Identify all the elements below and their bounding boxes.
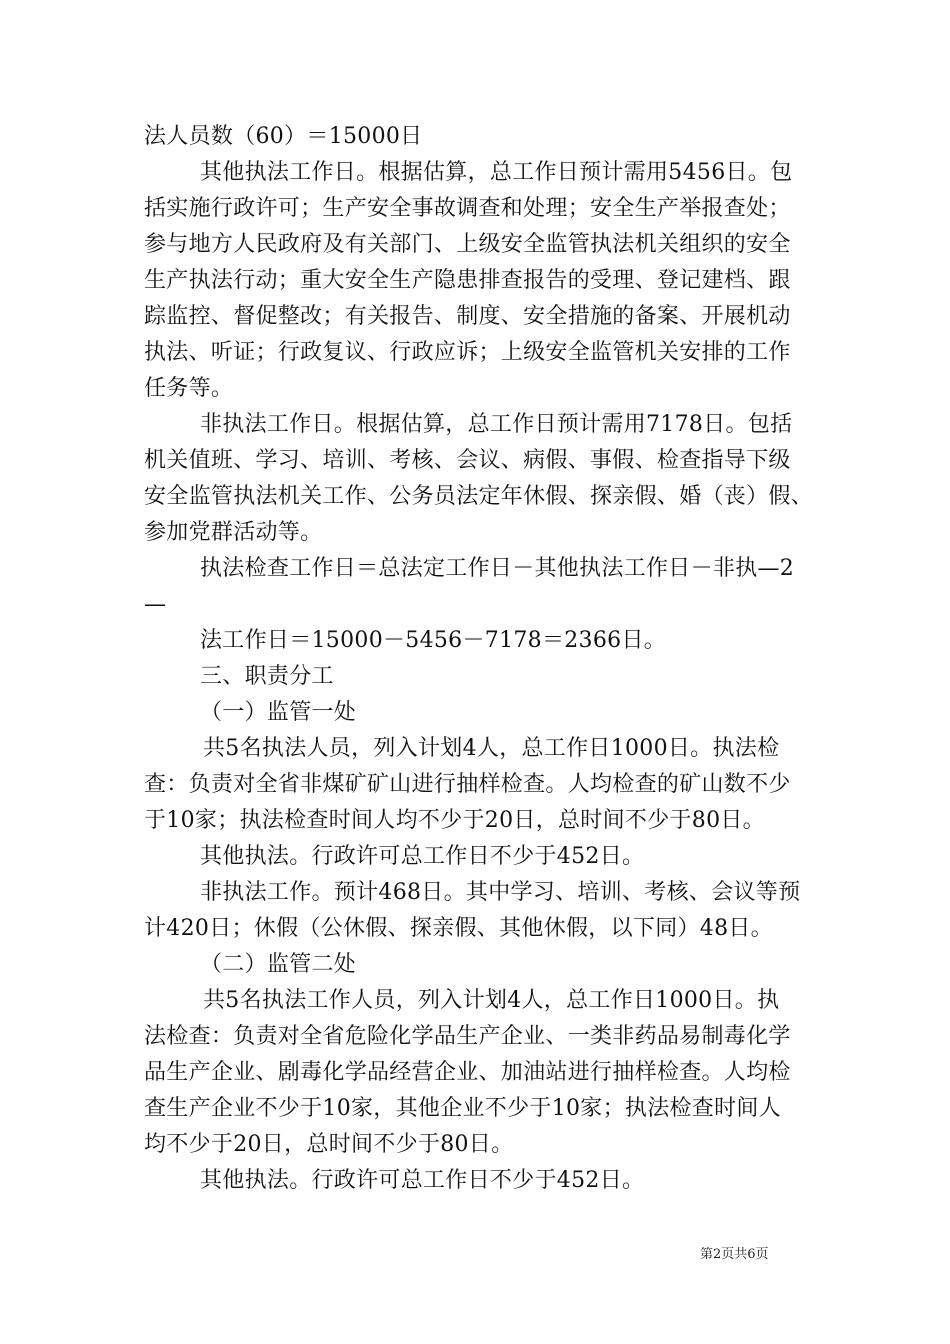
text-line: 参加党群活动等。: [144, 520, 323, 545]
text-line: 均不少于20日，总时间不少于80日。: [144, 1132, 514, 1157]
text-line: 共5名执法人员，列入计划4人，总工作日1000日。执法检: [203, 736, 780, 761]
text-line: 执法检查工作日＝总法定工作日－其他执法工作日－非执—2: [200, 556, 795, 581]
section-heading: 三、职责分工: [200, 664, 334, 689]
text-line: 其他执法工作日。根据估算，总工作日预计需用5456日。包: [200, 160, 793, 185]
text-line: 其他执法。行政许可总工作日不少于452日。: [200, 844, 645, 869]
text-line: 安全监管执法机关工作、公务员法定年休假、探亲假、婚（丧）假、: [144, 484, 814, 509]
text-line: 踪监控、督促整改；有关报告、制度、安全措施的备案、开展机动: [144, 304, 791, 329]
text-line: 括实施行政许可；生产安全事故调查和处理；安全生产举报查处；: [144, 196, 791, 221]
text-line: 非执法工作日。根据估算，总工作日预计需用7178日。包括: [200, 412, 793, 437]
text-line: 法检查：负责对全省危险化学品生产企业、一类非药品易制毒化学: [144, 1024, 791, 1049]
text-line: —: [144, 592, 167, 617]
text-line: 法工作日＝15000－5456－7178＝2366日。: [200, 628, 667, 653]
text-line: 机关值班、学习、培训、考核、会议、病假、事假、检查指导下级: [144, 448, 791, 473]
text-line: 法人员数（60）＝15000日: [144, 124, 423, 149]
text-line: 非执法工作。预计468日。其中学习、培训、考核、会议等预: [200, 880, 801, 905]
text-line: 执法、听证；行政复议、行政应诉；上级安全监管机关安排的工作: [144, 340, 791, 365]
text-line: 计420日；休假（公休假、探亲假、其他休假，以下同）48日。: [144, 916, 773, 941]
text-line: 共5名执法工作人员，列入计划4人，总工作日1000日。执: [203, 988, 780, 1013]
text-line: 查生产企业不少于10家，其他企业不少于10家；执法检查时间人: [144, 1096, 781, 1121]
text-line: 品生产企业、剧毒化学品经营企业、加油站进行抽样检查。人均检: [144, 1060, 791, 1085]
subsection-heading: （一）监管一处: [200, 700, 357, 725]
text-line: 查：负责对全省非煤矿矿山进行抽样检查。人均检查的矿山数不少: [144, 772, 791, 797]
text-line: 生产执法行动；重大安全生产隐患排查报告的受理、登记建档、跟: [144, 268, 791, 293]
text-line: 参与地方人民政府及有关部门、上级安全监管执法机关组织的安全: [144, 232, 791, 257]
text-line: 于10家；执法检查时间人均不少于20日，总时间不少于80日。: [144, 808, 765, 833]
subsection-heading: （二）监管二处: [200, 952, 357, 977]
text-line: 任务等。: [144, 376, 234, 401]
page-number: 第2页共6页: [700, 1247, 769, 1262]
text-line: 其他执法。行政许可总工作日不少于452日。: [200, 1168, 645, 1193]
